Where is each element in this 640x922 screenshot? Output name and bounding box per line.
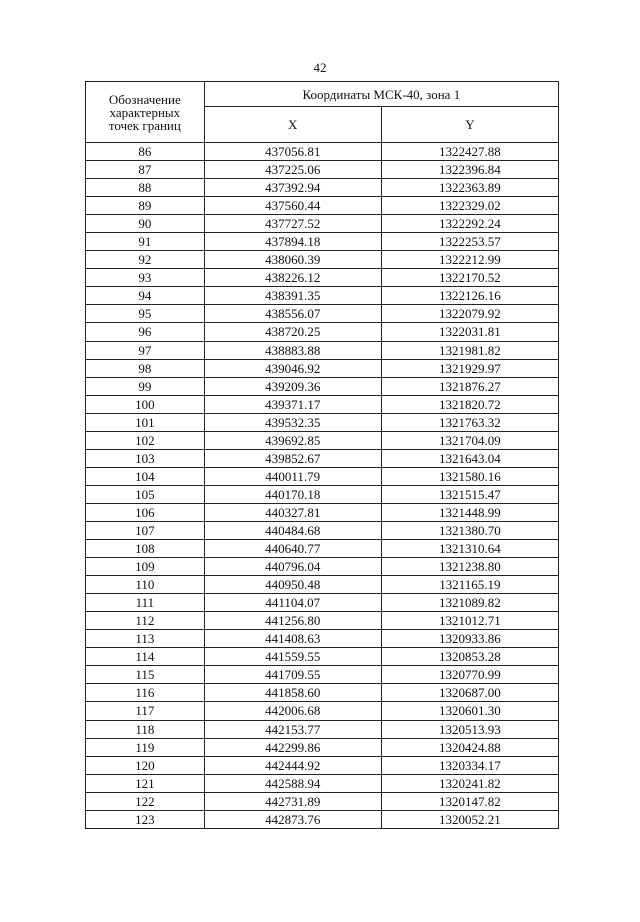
point-cell: 89 bbox=[86, 197, 205, 215]
table-row bbox=[86, 143, 559, 161]
y-cell: 1321876.27 bbox=[381, 377, 558, 395]
table-row bbox=[86, 467, 559, 485]
point-cell: 109 bbox=[86, 558, 205, 576]
table-header bbox=[86, 82, 559, 143]
x-cell: 439371.17 bbox=[204, 395, 381, 413]
y-cell: 1320687.00 bbox=[381, 684, 558, 702]
coordinates-table bbox=[85, 81, 559, 829]
coords-group-header: Координаты МСК-40, зона 1 bbox=[204, 82, 558, 107]
table-row bbox=[86, 666, 559, 684]
point-cell: 90 bbox=[86, 215, 205, 233]
point-cell: 101 bbox=[86, 413, 205, 431]
y-cell: 1322396.84 bbox=[381, 161, 558, 179]
x-cell: 438391.35 bbox=[204, 287, 381, 305]
y-cell: 1320241.82 bbox=[381, 774, 558, 792]
x-cell: 437894.18 bbox=[204, 233, 381, 251]
table-row bbox=[86, 251, 559, 269]
table-row bbox=[86, 558, 559, 576]
point-cell: 105 bbox=[86, 485, 205, 503]
table-row bbox=[86, 197, 559, 215]
point-cell: 117 bbox=[86, 702, 205, 720]
point-cell: 94 bbox=[86, 287, 205, 305]
point-cell: 108 bbox=[86, 540, 205, 558]
y-cell: 1322329.02 bbox=[381, 197, 558, 215]
x-cell: 437560.44 bbox=[204, 197, 381, 215]
x-cell: 439046.92 bbox=[204, 359, 381, 377]
table-row bbox=[86, 503, 559, 521]
x-cell: 437056.81 bbox=[204, 143, 381, 161]
point-cell: 104 bbox=[86, 467, 205, 485]
y-cell: 1322292.24 bbox=[381, 215, 558, 233]
y-cell: 1322427.88 bbox=[381, 143, 558, 161]
table-row bbox=[86, 521, 559, 539]
y-cell: 1320933.86 bbox=[381, 630, 558, 648]
table-row bbox=[86, 702, 559, 720]
x-cell: 440327.81 bbox=[204, 503, 381, 521]
table-row bbox=[86, 305, 559, 323]
x-cell: 438226.12 bbox=[204, 269, 381, 287]
point-header-line-1: Обозначение bbox=[108, 91, 181, 107]
point-cell: 102 bbox=[86, 431, 205, 449]
point-cell: 103 bbox=[86, 449, 205, 467]
point-cell: 87 bbox=[86, 161, 205, 179]
x-cell: 438060.39 bbox=[204, 251, 381, 269]
y-cell: 1321981.82 bbox=[381, 341, 558, 359]
point-cell: 96 bbox=[86, 323, 205, 341]
x-cell: 438883.88 bbox=[204, 341, 381, 359]
table-row bbox=[86, 756, 559, 774]
x-cell: 442588.94 bbox=[204, 774, 381, 792]
table-row bbox=[86, 684, 559, 702]
point-cell: 118 bbox=[86, 720, 205, 738]
y-cell: 1322212.99 bbox=[381, 251, 558, 269]
point-cell: 123 bbox=[86, 810, 205, 828]
point-cell: 95 bbox=[86, 305, 205, 323]
x-cell: 440796.04 bbox=[204, 558, 381, 576]
x-cell: 442731.89 bbox=[204, 792, 381, 810]
y-cell: 1322170.52 bbox=[381, 269, 558, 287]
table-row bbox=[86, 179, 559, 197]
table-row bbox=[86, 594, 559, 612]
x-header: X bbox=[204, 107, 381, 143]
point-cell: 113 bbox=[86, 630, 205, 648]
point-cell: 114 bbox=[86, 648, 205, 666]
table-row bbox=[86, 323, 559, 341]
table-row bbox=[86, 810, 559, 828]
point-cell: 97 bbox=[86, 341, 205, 359]
y-cell: 1320853.28 bbox=[381, 648, 558, 666]
y-cell: 1320513.93 bbox=[381, 720, 558, 738]
y-cell: 1320147.82 bbox=[381, 792, 558, 810]
table-row bbox=[86, 648, 559, 666]
x-cell: 437225.06 bbox=[204, 161, 381, 179]
y-cell: 1321448.99 bbox=[381, 503, 558, 521]
x-cell: 440950.48 bbox=[204, 576, 381, 594]
y-cell: 1321929.97 bbox=[381, 359, 558, 377]
table-row bbox=[86, 485, 559, 503]
point-cell: 99 bbox=[86, 377, 205, 395]
point-cell: 120 bbox=[86, 756, 205, 774]
point-cell: 110 bbox=[86, 576, 205, 594]
y-cell: 1320601.30 bbox=[381, 702, 558, 720]
x-cell: 437392.94 bbox=[204, 179, 381, 197]
y-cell: 1321012.71 bbox=[381, 612, 558, 630]
x-cell: 440170.18 bbox=[204, 485, 381, 503]
table-body bbox=[86, 143, 559, 829]
x-cell: 441559.55 bbox=[204, 648, 381, 666]
y-cell: 1321380.70 bbox=[381, 521, 558, 539]
x-cell: 437727.52 bbox=[204, 215, 381, 233]
x-cell: 439692.85 bbox=[204, 431, 381, 449]
y-cell: 1321704.09 bbox=[381, 431, 558, 449]
y-cell: 1321310.64 bbox=[381, 540, 558, 558]
table-row bbox=[86, 449, 559, 467]
point-cell: 107 bbox=[86, 521, 205, 539]
point-cell: 112 bbox=[86, 612, 205, 630]
x-cell: 440640.77 bbox=[204, 540, 381, 558]
point-cell: 119 bbox=[86, 738, 205, 756]
y-cell: 1321089.82 bbox=[381, 594, 558, 612]
table-row bbox=[86, 233, 559, 251]
y-header: Y bbox=[381, 107, 558, 143]
y-cell: 1322253.57 bbox=[381, 233, 558, 251]
y-cell: 1321165.19 bbox=[381, 576, 558, 594]
x-cell: 440484.68 bbox=[204, 521, 381, 539]
table-row bbox=[86, 576, 559, 594]
y-cell: 1322031.81 bbox=[381, 323, 558, 341]
x-cell: 439532.35 bbox=[204, 413, 381, 431]
point-header-line-3: точек границ bbox=[108, 117, 181, 133]
y-cell: 1320770.99 bbox=[381, 666, 558, 684]
y-cell: 1321820.72 bbox=[381, 395, 558, 413]
point-cell: 100 bbox=[86, 395, 205, 413]
header-row bbox=[86, 82, 559, 107]
point-cell: 106 bbox=[86, 503, 205, 521]
y-cell: 1322126.16 bbox=[381, 287, 558, 305]
table-row bbox=[86, 161, 559, 179]
table-row bbox=[86, 540, 559, 558]
table-row bbox=[86, 630, 559, 648]
y-cell: 1321643.04 bbox=[381, 449, 558, 467]
y-cell: 1322363.89 bbox=[381, 179, 558, 197]
table-row bbox=[86, 341, 559, 359]
y-cell: 1321763.32 bbox=[381, 413, 558, 431]
x-cell: 438720.25 bbox=[204, 323, 381, 341]
table-row bbox=[86, 774, 559, 792]
table-row bbox=[86, 377, 559, 395]
table-row bbox=[86, 413, 559, 431]
point-cell: 115 bbox=[86, 666, 205, 684]
x-cell: 441858.60 bbox=[204, 684, 381, 702]
point-cell: 111 bbox=[86, 594, 205, 612]
table-row bbox=[86, 431, 559, 449]
x-cell: 442299.86 bbox=[204, 738, 381, 756]
point-cell: 91 bbox=[86, 233, 205, 251]
table-row bbox=[86, 287, 559, 305]
y-cell: 1321580.16 bbox=[381, 467, 558, 485]
x-cell: 442006.68 bbox=[204, 702, 381, 720]
point-cell: 88 bbox=[86, 179, 205, 197]
table-row bbox=[86, 269, 559, 287]
table-row bbox=[86, 792, 559, 810]
point-cell: 116 bbox=[86, 684, 205, 702]
page-number: 42 bbox=[313, 60, 327, 75]
y-cell: 1321515.47 bbox=[381, 485, 558, 503]
table-row bbox=[86, 720, 559, 738]
x-cell: 441408.63 bbox=[204, 630, 381, 648]
x-cell: 441256.80 bbox=[204, 612, 381, 630]
table-row bbox=[86, 359, 559, 377]
point-header-line-2: характерных bbox=[109, 104, 181, 120]
x-cell: 438556.07 bbox=[204, 305, 381, 323]
x-cell: 440011.79 bbox=[204, 467, 381, 485]
y-cell: 1320052.21 bbox=[381, 810, 558, 828]
point-cell: 92 bbox=[86, 251, 205, 269]
table-row bbox=[86, 215, 559, 233]
table-row bbox=[86, 612, 559, 630]
y-cell: 1320334.17 bbox=[381, 756, 558, 774]
x-cell: 442153.77 bbox=[204, 720, 381, 738]
table-row bbox=[86, 395, 559, 413]
table-row bbox=[86, 738, 559, 756]
point-cell: 93 bbox=[86, 269, 205, 287]
y-cell: 1322079.92 bbox=[381, 305, 558, 323]
y-cell: 1320424.88 bbox=[381, 738, 558, 756]
point-header bbox=[86, 82, 205, 143]
y-cell: 1321238.80 bbox=[381, 558, 558, 576]
point-cell: 121 bbox=[86, 774, 205, 792]
x-cell: 442444.92 bbox=[204, 756, 381, 774]
x-cell: 441709.55 bbox=[204, 666, 381, 684]
x-cell: 439209.36 bbox=[204, 377, 381, 395]
point-cell: 86 bbox=[86, 143, 205, 161]
x-cell: 439852.67 bbox=[204, 449, 381, 467]
point-cell: 122 bbox=[86, 792, 205, 810]
x-cell: 442873.76 bbox=[204, 810, 381, 828]
x-cell: 441104.07 bbox=[204, 594, 381, 612]
point-cell: 98 bbox=[86, 359, 205, 377]
